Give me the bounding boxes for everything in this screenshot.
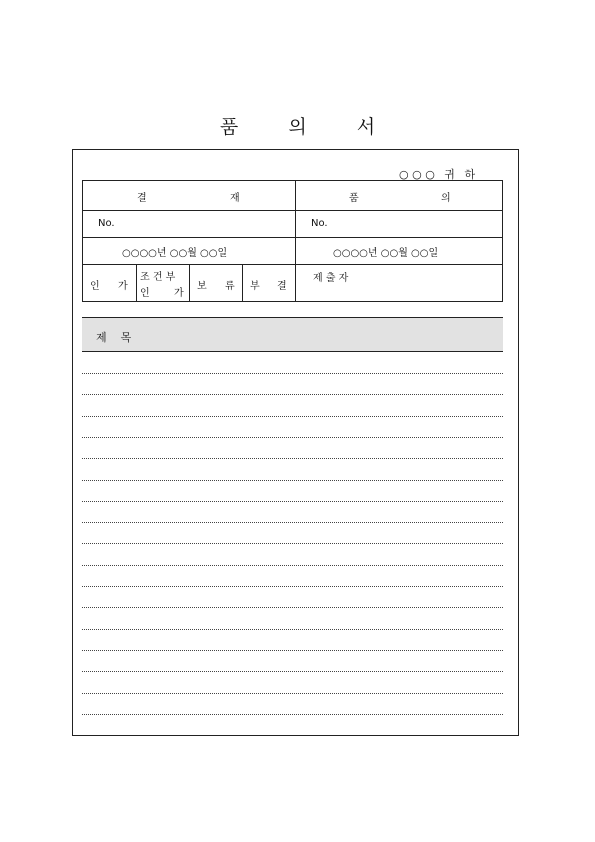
decision-approve-char-2: 가	[118, 281, 128, 292]
document-title	[0, 112, 595, 139]
row-divider	[83, 237, 502, 238]
addressee-honorific-1: 귀	[444, 168, 455, 181]
proposal-number[interactable]: No.	[311, 218, 328, 229]
writing-line[interactable]	[82, 565, 503, 566]
decision-hold-char-1: 보	[197, 281, 207, 292]
writing-line[interactable]	[82, 394, 503, 395]
writing-line[interactable]	[82, 458, 503, 459]
approval-number[interactable]: No.	[98, 218, 115, 229]
submitter-label: 제 출 자	[313, 273, 349, 284]
decision-divider	[136, 264, 137, 301]
row-divider	[83, 264, 502, 265]
writing-line[interactable]	[82, 543, 503, 544]
subject-header	[82, 317, 503, 352]
decision-reject-char-1: 부	[250, 281, 260, 292]
title-char-1: 품	[219, 116, 239, 138]
writing-line[interactable]	[82, 693, 503, 694]
addressee-name[interactable]: ○ ○ ○	[399, 168, 435, 181]
approval-header-char-1: 결	[137, 193, 147, 204]
proposal-header-char-2: 의	[441, 193, 451, 204]
proposal-date[interactable]: ○○○○년 ○○월 ○○일	[333, 248, 439, 259]
approval-header-char-2: 재	[230, 193, 240, 204]
row-divider	[83, 210, 502, 211]
approval-table	[82, 180, 503, 302]
title-char-3: 서	[356, 116, 376, 138]
decision-conditional-char-2: 가	[174, 288, 184, 299]
title-char-2: 의	[288, 116, 307, 138]
writing-line[interactable]	[82, 522, 503, 523]
writing-line[interactable]	[82, 437, 503, 438]
writing-line[interactable]	[82, 416, 503, 417]
writing-line[interactable]	[82, 501, 503, 502]
decision-divider	[189, 264, 190, 301]
decision-hold-char-2: 류	[225, 281, 235, 292]
addressee-honorific-2: 하	[464, 168, 476, 181]
writing-line[interactable]	[82, 671, 503, 672]
approval-date[interactable]: ○○○○년 ○○월 ○○일	[122, 248, 228, 259]
decision-divider	[242, 264, 243, 301]
subject-char-1: 제	[96, 331, 107, 344]
decision-approve-char-1: 인	[90, 281, 100, 292]
writing-line[interactable]	[82, 586, 503, 587]
writing-line[interactable]	[82, 629, 503, 630]
proposal-header-char-1: 품	[349, 193, 359, 204]
decision-conditional-char-1: 인	[140, 288, 150, 299]
writing-line[interactable]	[82, 373, 503, 374]
subject-char-2: 목	[120, 331, 132, 344]
decision-conditional-line-1: 조 건 부	[140, 272, 176, 283]
writing-line[interactable]	[82, 714, 503, 715]
writing-line[interactable]	[82, 480, 503, 481]
decision-reject-char-2: 결	[277, 281, 287, 292]
column-divider	[295, 181, 296, 301]
subject-label	[96, 329, 145, 345]
writing-line[interactable]	[82, 650, 503, 651]
writing-line[interactable]	[82, 607, 503, 608]
